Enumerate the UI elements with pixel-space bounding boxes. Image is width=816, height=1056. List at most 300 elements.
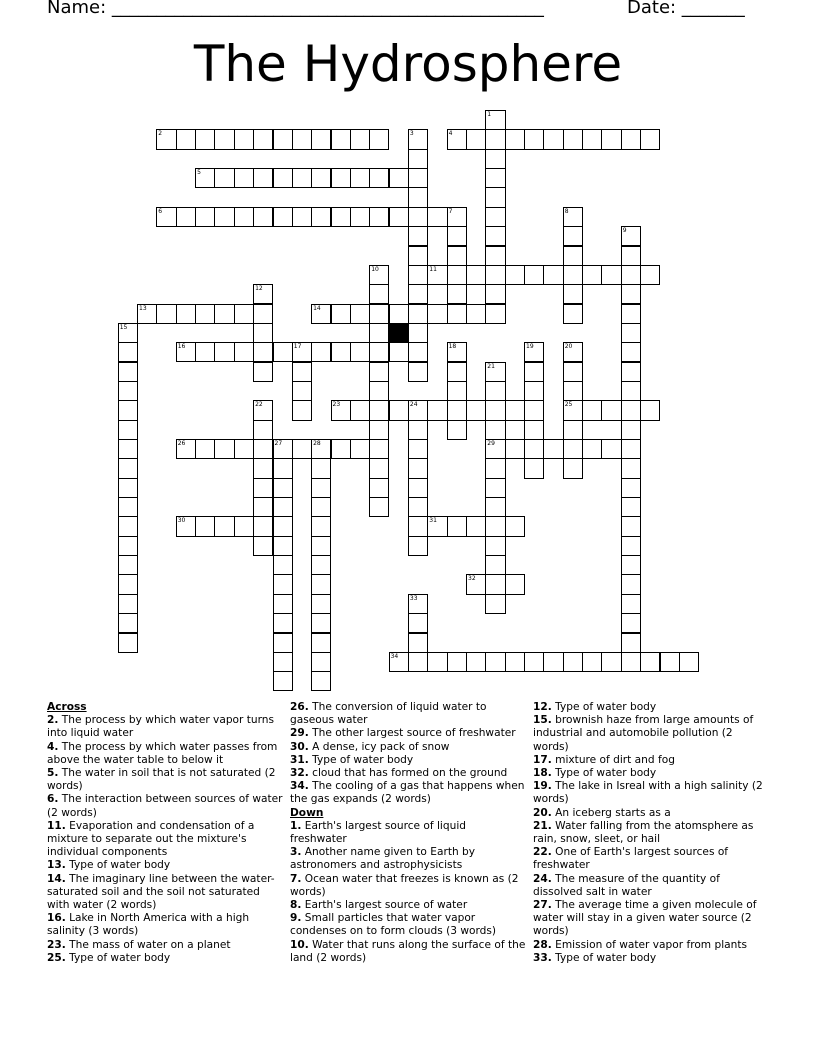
grid-cell[interactable]	[369, 265, 389, 285]
grid-cell[interactable]	[369, 458, 389, 478]
grid-cell[interactable]	[621, 304, 641, 324]
grid-cell[interactable]	[195, 207, 215, 227]
grid-cell[interactable]	[485, 497, 505, 517]
grid-cell[interactable]	[447, 246, 467, 266]
grid-cell[interactable]	[447, 284, 467, 304]
grid-cell[interactable]	[311, 439, 331, 459]
grid-cell[interactable]	[466, 652, 486, 672]
grid-cell[interactable]	[234, 207, 254, 227]
grid-cell[interactable]	[408, 362, 428, 382]
grid-cell[interactable]	[350, 168, 370, 188]
grid-cell[interactable]	[582, 129, 602, 149]
grid-cell[interactable]	[350, 304, 370, 324]
grid-cell[interactable]	[447, 342, 467, 362]
grid-cell[interactable]	[563, 400, 583, 420]
grid-cell[interactable]	[273, 168, 293, 188]
grid-cell[interactable]	[408, 439, 428, 459]
grid-cell[interactable]	[234, 342, 254, 362]
grid-cell[interactable]	[601, 400, 621, 420]
grid-cell[interactable]	[369, 168, 389, 188]
grid-cell[interactable]	[485, 458, 505, 478]
grid-cell[interactable]	[621, 497, 641, 517]
grid-cell[interactable]	[234, 439, 254, 459]
grid-cell[interactable]	[369, 400, 389, 420]
grid-cell[interactable]	[176, 207, 196, 227]
grid-cell[interactable]	[601, 265, 621, 285]
grid-cell[interactable]	[640, 129, 660, 149]
grid-cell[interactable]	[524, 439, 544, 459]
grid-cell[interactable]	[601, 652, 621, 672]
grid-cell[interactable]	[369, 284, 389, 304]
grid-cell[interactable]	[621, 458, 641, 478]
grid-cell[interactable]	[505, 400, 525, 420]
grid-cell[interactable]	[369, 207, 389, 227]
grid-cell[interactable]	[563, 439, 583, 459]
grid-cell[interactable]	[447, 420, 467, 440]
grid-cell[interactable]	[563, 284, 583, 304]
grid-cell[interactable]	[485, 400, 505, 420]
grid-cell[interactable]	[331, 168, 351, 188]
grid-cell[interactable]	[273, 478, 293, 498]
grid-cell[interactable]	[118, 613, 138, 633]
grid-cell[interactable]	[137, 304, 157, 324]
grid-cell[interactable]	[447, 652, 467, 672]
grid-cell[interactable]	[408, 187, 428, 207]
grid-cell[interactable]	[253, 439, 273, 459]
grid-cell[interactable]	[273, 555, 293, 575]
grid-cell[interactable]	[176, 516, 196, 536]
grid-cell[interactable]	[485, 536, 505, 556]
grid-cell[interactable]	[563, 381, 583, 401]
grid-cell[interactable]	[447, 265, 467, 285]
grid-cell[interactable]	[524, 265, 544, 285]
grid-cell[interactable]	[118, 574, 138, 594]
grid-cell[interactable]	[621, 284, 641, 304]
grid-cell[interactable]	[621, 613, 641, 633]
grid-cell[interactable]	[485, 265, 505, 285]
grid-cell[interactable]	[195, 168, 215, 188]
grid-cell[interactable]	[485, 129, 505, 149]
grid-cell[interactable]	[621, 129, 641, 149]
grid-cell[interactable]	[369, 323, 389, 343]
grid-cell[interactable]	[485, 246, 505, 266]
grid-cell[interactable]	[253, 323, 273, 343]
grid-cell[interactable]	[253, 207, 273, 227]
grid-cell[interactable]	[292, 400, 312, 420]
grid-cell[interactable]	[466, 129, 486, 149]
grid-cell[interactable]	[563, 362, 583, 382]
grid-cell[interactable]	[524, 420, 544, 440]
grid-cell[interactable]	[408, 342, 428, 362]
grid-cell[interactable]	[253, 516, 273, 536]
grid-cell[interactable]	[118, 555, 138, 575]
grid-cell[interactable]	[621, 246, 641, 266]
grid-cell[interactable]	[311, 594, 331, 614]
grid-cell[interactable]	[350, 439, 370, 459]
grid-cell[interactable]	[582, 400, 602, 420]
grid-cell[interactable]	[485, 381, 505, 401]
grid-cell[interactable]	[273, 574, 293, 594]
grid-cell[interactable]	[543, 265, 563, 285]
grid-cell[interactable]	[273, 652, 293, 672]
grid-cell[interactable]	[524, 342, 544, 362]
grid-cell[interactable]	[118, 342, 138, 362]
grid-cell[interactable]	[369, 478, 389, 498]
grid-cell[interactable]	[563, 420, 583, 440]
grid-cell[interactable]	[563, 458, 583, 478]
grid-cell[interactable]	[582, 265, 602, 285]
grid-cell[interactable]	[369, 497, 389, 517]
grid-cell[interactable]	[311, 458, 331, 478]
grid-cell[interactable]	[505, 439, 525, 459]
grid-cell[interactable]	[485, 207, 505, 227]
grid-cell[interactable]	[118, 497, 138, 517]
grid-cell[interactable]	[311, 652, 331, 672]
grid-cell[interactable]	[563, 265, 583, 285]
grid-cell[interactable]	[214, 304, 234, 324]
grid-cell[interactable]	[369, 129, 389, 149]
grid-cell[interactable]	[427, 207, 447, 227]
grid-cell[interactable]	[447, 381, 467, 401]
grid-cell[interactable]	[118, 633, 138, 653]
grid-cell[interactable]	[408, 478, 428, 498]
grid-cell[interactable]	[543, 652, 563, 672]
grid-cell[interactable]	[292, 362, 312, 382]
grid-cell[interactable]	[118, 594, 138, 614]
grid-cell[interactable]	[427, 400, 447, 420]
grid-cell[interactable]	[369, 342, 389, 362]
grid-cell[interactable]	[485, 439, 505, 459]
grid-cell[interactable]	[621, 652, 641, 672]
grid-cell[interactable]	[156, 304, 176, 324]
name-field[interactable]: Name: ________________________________________________	[47, 0, 544, 18]
grid-cell[interactable]	[563, 304, 583, 324]
grid-cell[interactable]	[505, 265, 525, 285]
grid-cell[interactable]	[408, 304, 428, 324]
grid-cell[interactable]	[253, 362, 273, 382]
grid-cell[interactable]	[118, 478, 138, 498]
grid-cell[interactable]	[311, 516, 331, 536]
grid-cell[interactable]	[621, 381, 641, 401]
grid-cell[interactable]	[118, 516, 138, 536]
grid-cell[interactable]	[234, 516, 254, 536]
grid-cell[interactable]	[621, 536, 641, 556]
grid-cell[interactable]	[311, 613, 331, 633]
grid-cell[interactable]	[214, 439, 234, 459]
grid-cell[interactable]	[331, 439, 351, 459]
grid-cell[interactable]	[292, 439, 312, 459]
grid-cell[interactable]	[311, 304, 331, 324]
grid-cell[interactable]	[311, 671, 331, 691]
grid-cell[interactable]	[253, 284, 273, 304]
grid-cell[interactable]	[253, 420, 273, 440]
grid-cell[interactable]	[466, 265, 486, 285]
grid-cell[interactable]	[118, 458, 138, 478]
grid-cell[interactable]	[660, 652, 680, 672]
grid-cell[interactable]	[292, 129, 312, 149]
grid-cell[interactable]	[408, 400, 428, 420]
grid-cell[interactable]	[621, 555, 641, 575]
grid-cell[interactable]	[621, 439, 641, 459]
grid-cell[interactable]	[524, 362, 544, 382]
grid-cell[interactable]	[331, 342, 351, 362]
grid-cell[interactable]	[331, 400, 351, 420]
grid-cell[interactable]	[389, 207, 409, 227]
grid-cell[interactable]	[195, 439, 215, 459]
grid-cell[interactable]	[176, 342, 196, 362]
grid-cell[interactable]	[563, 207, 583, 227]
grid-cell[interactable]	[389, 304, 409, 324]
grid-cell[interactable]	[253, 458, 273, 478]
grid-cell[interactable]	[118, 400, 138, 420]
grid-cell[interactable]	[273, 613, 293, 633]
grid-cell[interactable]	[485, 594, 505, 614]
grid-cell[interactable]	[524, 400, 544, 420]
grid-cell[interactable]	[331, 304, 351, 324]
grid-cell[interactable]	[214, 342, 234, 362]
grid-cell[interactable]	[408, 613, 428, 633]
grid-cell[interactable]	[485, 168, 505, 188]
grid-cell[interactable]	[408, 323, 428, 343]
grid-cell[interactable]	[408, 594, 428, 614]
grid-cell[interactable]	[156, 207, 176, 227]
grid-cell[interactable]	[331, 207, 351, 227]
grid-cell[interactable]	[543, 439, 563, 459]
grid-cell[interactable]	[505, 516, 525, 536]
grid-cell[interactable]	[331, 129, 351, 149]
grid-cell[interactable]	[524, 381, 544, 401]
grid-cell[interactable]	[350, 129, 370, 149]
grid-cell[interactable]	[408, 149, 428, 169]
grid-cell[interactable]	[273, 342, 293, 362]
grid-cell[interactable]	[408, 246, 428, 266]
grid-cell[interactable]	[118, 439, 138, 459]
grid-cell[interactable]	[621, 362, 641, 382]
grid-cell[interactable]	[485, 110, 505, 130]
grid-cell[interactable]	[389, 168, 409, 188]
grid-cell[interactable]	[292, 381, 312, 401]
grid-cell[interactable]	[389, 342, 409, 362]
grid-cell[interactable]	[427, 265, 447, 285]
grid-cell[interactable]	[485, 149, 505, 169]
grid-cell[interactable]	[563, 342, 583, 362]
grid-cell[interactable]	[273, 671, 293, 691]
grid-cell[interactable]	[253, 497, 273, 517]
grid-cell[interactable]	[466, 516, 486, 536]
grid-cell[interactable]	[214, 168, 234, 188]
grid-cell[interactable]	[195, 516, 215, 536]
grid-cell[interactable]	[601, 129, 621, 149]
grid-cell[interactable]	[621, 594, 641, 614]
grid-cell[interactable]	[214, 207, 234, 227]
grid-cell[interactable]	[447, 207, 467, 227]
grid-cell[interactable]	[408, 168, 428, 188]
grid-cell[interactable]	[292, 168, 312, 188]
grid-cell[interactable]	[485, 516, 505, 536]
grid-cell[interactable]	[273, 497, 293, 517]
grid-cell[interactable]	[195, 342, 215, 362]
grid-cell[interactable]	[234, 129, 254, 149]
grid-cell[interactable]	[621, 342, 641, 362]
grid-cell[interactable]	[156, 129, 176, 149]
grid-cell[interactable]	[311, 478, 331, 498]
grid-cell[interactable]	[524, 129, 544, 149]
grid-cell[interactable]	[176, 439, 196, 459]
grid-cell[interactable]	[640, 400, 660, 420]
grid-cell[interactable]	[601, 439, 621, 459]
grid-cell[interactable]	[311, 342, 331, 362]
grid-cell[interactable]	[563, 129, 583, 149]
grid-cell[interactable]	[505, 652, 525, 672]
grid-cell[interactable]	[389, 652, 409, 672]
grid-cell[interactable]	[350, 207, 370, 227]
grid-cell[interactable]	[369, 381, 389, 401]
grid-cell[interactable]	[273, 129, 293, 149]
grid-cell[interactable]	[408, 129, 428, 149]
grid-cell[interactable]	[118, 381, 138, 401]
grid-cell[interactable]	[621, 400, 641, 420]
grid-cell[interactable]	[118, 323, 138, 343]
grid-cell[interactable]	[311, 168, 331, 188]
grid-cell[interactable]	[214, 129, 234, 149]
grid-cell[interactable]	[485, 574, 505, 594]
grid-cell[interactable]	[485, 226, 505, 246]
grid-cell[interactable]	[176, 129, 196, 149]
grid-cell[interactable]	[273, 516, 293, 536]
grid-cell[interactable]	[621, 478, 641, 498]
grid-cell[interactable]	[679, 652, 699, 672]
grid-cell[interactable]	[408, 652, 428, 672]
grid-cell[interactable]	[118, 536, 138, 556]
grid-cell[interactable]	[118, 420, 138, 440]
grid-cell[interactable]	[582, 652, 602, 672]
grid-cell[interactable]	[311, 536, 331, 556]
grid-cell[interactable]	[273, 207, 293, 227]
grid-cell[interactable]	[524, 652, 544, 672]
grid-cell[interactable]	[253, 478, 273, 498]
grid-cell[interactable]	[447, 362, 467, 382]
grid-cell[interactable]	[427, 304, 447, 324]
grid-cell[interactable]	[350, 400, 370, 420]
grid-cell[interactable]	[524, 458, 544, 478]
grid-cell[interactable]	[292, 207, 312, 227]
grid-cell[interactable]	[273, 439, 293, 459]
grid-cell[interactable]	[563, 226, 583, 246]
grid-cell[interactable]	[253, 129, 273, 149]
grid-cell[interactable]	[621, 226, 641, 246]
grid-cell[interactable]	[485, 652, 505, 672]
grid-cell[interactable]	[311, 555, 331, 575]
grid-cell[interactable]	[485, 284, 505, 304]
grid-cell[interactable]	[466, 304, 486, 324]
grid-cell[interactable]	[466, 400, 486, 420]
grid-cell[interactable]	[214, 516, 234, 536]
grid-cell[interactable]	[485, 420, 505, 440]
grid-cell[interactable]	[621, 265, 641, 285]
grid-cell[interactable]	[369, 304, 389, 324]
grid-cell[interactable]	[505, 574, 525, 594]
grid-cell[interactable]	[408, 265, 428, 285]
grid-cell[interactable]	[408, 536, 428, 556]
grid-cell[interactable]	[369, 420, 389, 440]
grid-cell[interactable]	[311, 497, 331, 517]
grid-cell[interactable]	[447, 226, 467, 246]
grid-cell[interactable]	[234, 168, 254, 188]
grid-cell[interactable]	[389, 400, 409, 420]
grid-cell[interactable]	[485, 478, 505, 498]
grid-cell[interactable]	[369, 362, 389, 382]
grid-cell[interactable]	[408, 226, 428, 246]
grid-cell[interactable]	[563, 246, 583, 266]
grid-cell[interactable]	[292, 342, 312, 362]
grid-cell[interactable]	[408, 497, 428, 517]
grid-cell[interactable]	[176, 304, 196, 324]
grid-cell[interactable]	[485, 304, 505, 324]
grid-cell[interactable]	[369, 439, 389, 459]
grid-cell[interactable]	[311, 207, 331, 227]
grid-cell[interactable]	[273, 536, 293, 556]
grid-cell[interactable]	[466, 574, 486, 594]
grid-cell[interactable]	[253, 304, 273, 324]
grid-cell[interactable]	[234, 304, 254, 324]
grid-cell[interactable]	[408, 207, 428, 227]
grid-cell[interactable]	[485, 555, 505, 575]
grid-cell[interactable]	[505, 129, 525, 149]
grid-cell[interactable]	[408, 516, 428, 536]
grid-cell[interactable]	[195, 304, 215, 324]
grid-cell[interactable]	[563, 652, 583, 672]
grid-cell[interactable]	[253, 400, 273, 420]
clue-number: 20	[564, 343, 573, 351]
grid-cell[interactable]	[485, 362, 505, 382]
grid-cell[interactable]	[253, 342, 273, 362]
grid-cell[interactable]	[311, 574, 331, 594]
grid-cell[interactable]	[253, 536, 273, 556]
grid-cell[interactable]	[640, 265, 660, 285]
grid-cell[interactable]	[447, 304, 467, 324]
grid-cell[interactable]	[427, 652, 447, 672]
grid-cell[interactable]	[582, 439, 602, 459]
grid-cell[interactable]	[273, 633, 293, 653]
grid-cell[interactable]	[427, 516, 447, 536]
grid-cell[interactable]	[621, 420, 641, 440]
grid-cell[interactable]	[485, 187, 505, 207]
grid-cell[interactable]	[640, 652, 660, 672]
grid-cell[interactable]	[118, 362, 138, 382]
grid-cell[interactable]	[621, 574, 641, 594]
grid-cell[interactable]	[195, 129, 215, 149]
grid-cell[interactable]	[408, 633, 428, 653]
grid-cell[interactable]	[621, 633, 641, 653]
grid-cell[interactable]	[621, 516, 641, 536]
clue-item	[47, 873, 283, 913]
grid-cell[interactable]	[447, 129, 467, 149]
grid-cell[interactable]	[408, 420, 428, 440]
grid-cell[interactable]	[621, 323, 641, 343]
grid-cell[interactable]	[311, 633, 331, 653]
grid-cell[interactable]	[273, 458, 293, 478]
grid-cell[interactable]	[311, 129, 331, 149]
grid-cell[interactable]	[350, 342, 370, 362]
date-field[interactable]: Date: _______	[627, 0, 745, 18]
grid-cell[interactable]	[408, 458, 428, 478]
grid-cell[interactable]	[408, 284, 428, 304]
grid-cell[interactable]	[447, 516, 467, 536]
grid-cell[interactable]	[273, 594, 293, 614]
grid-cell[interactable]	[253, 168, 273, 188]
grid-cell[interactable]	[447, 400, 467, 420]
grid-cell[interactable]	[543, 129, 563, 149]
